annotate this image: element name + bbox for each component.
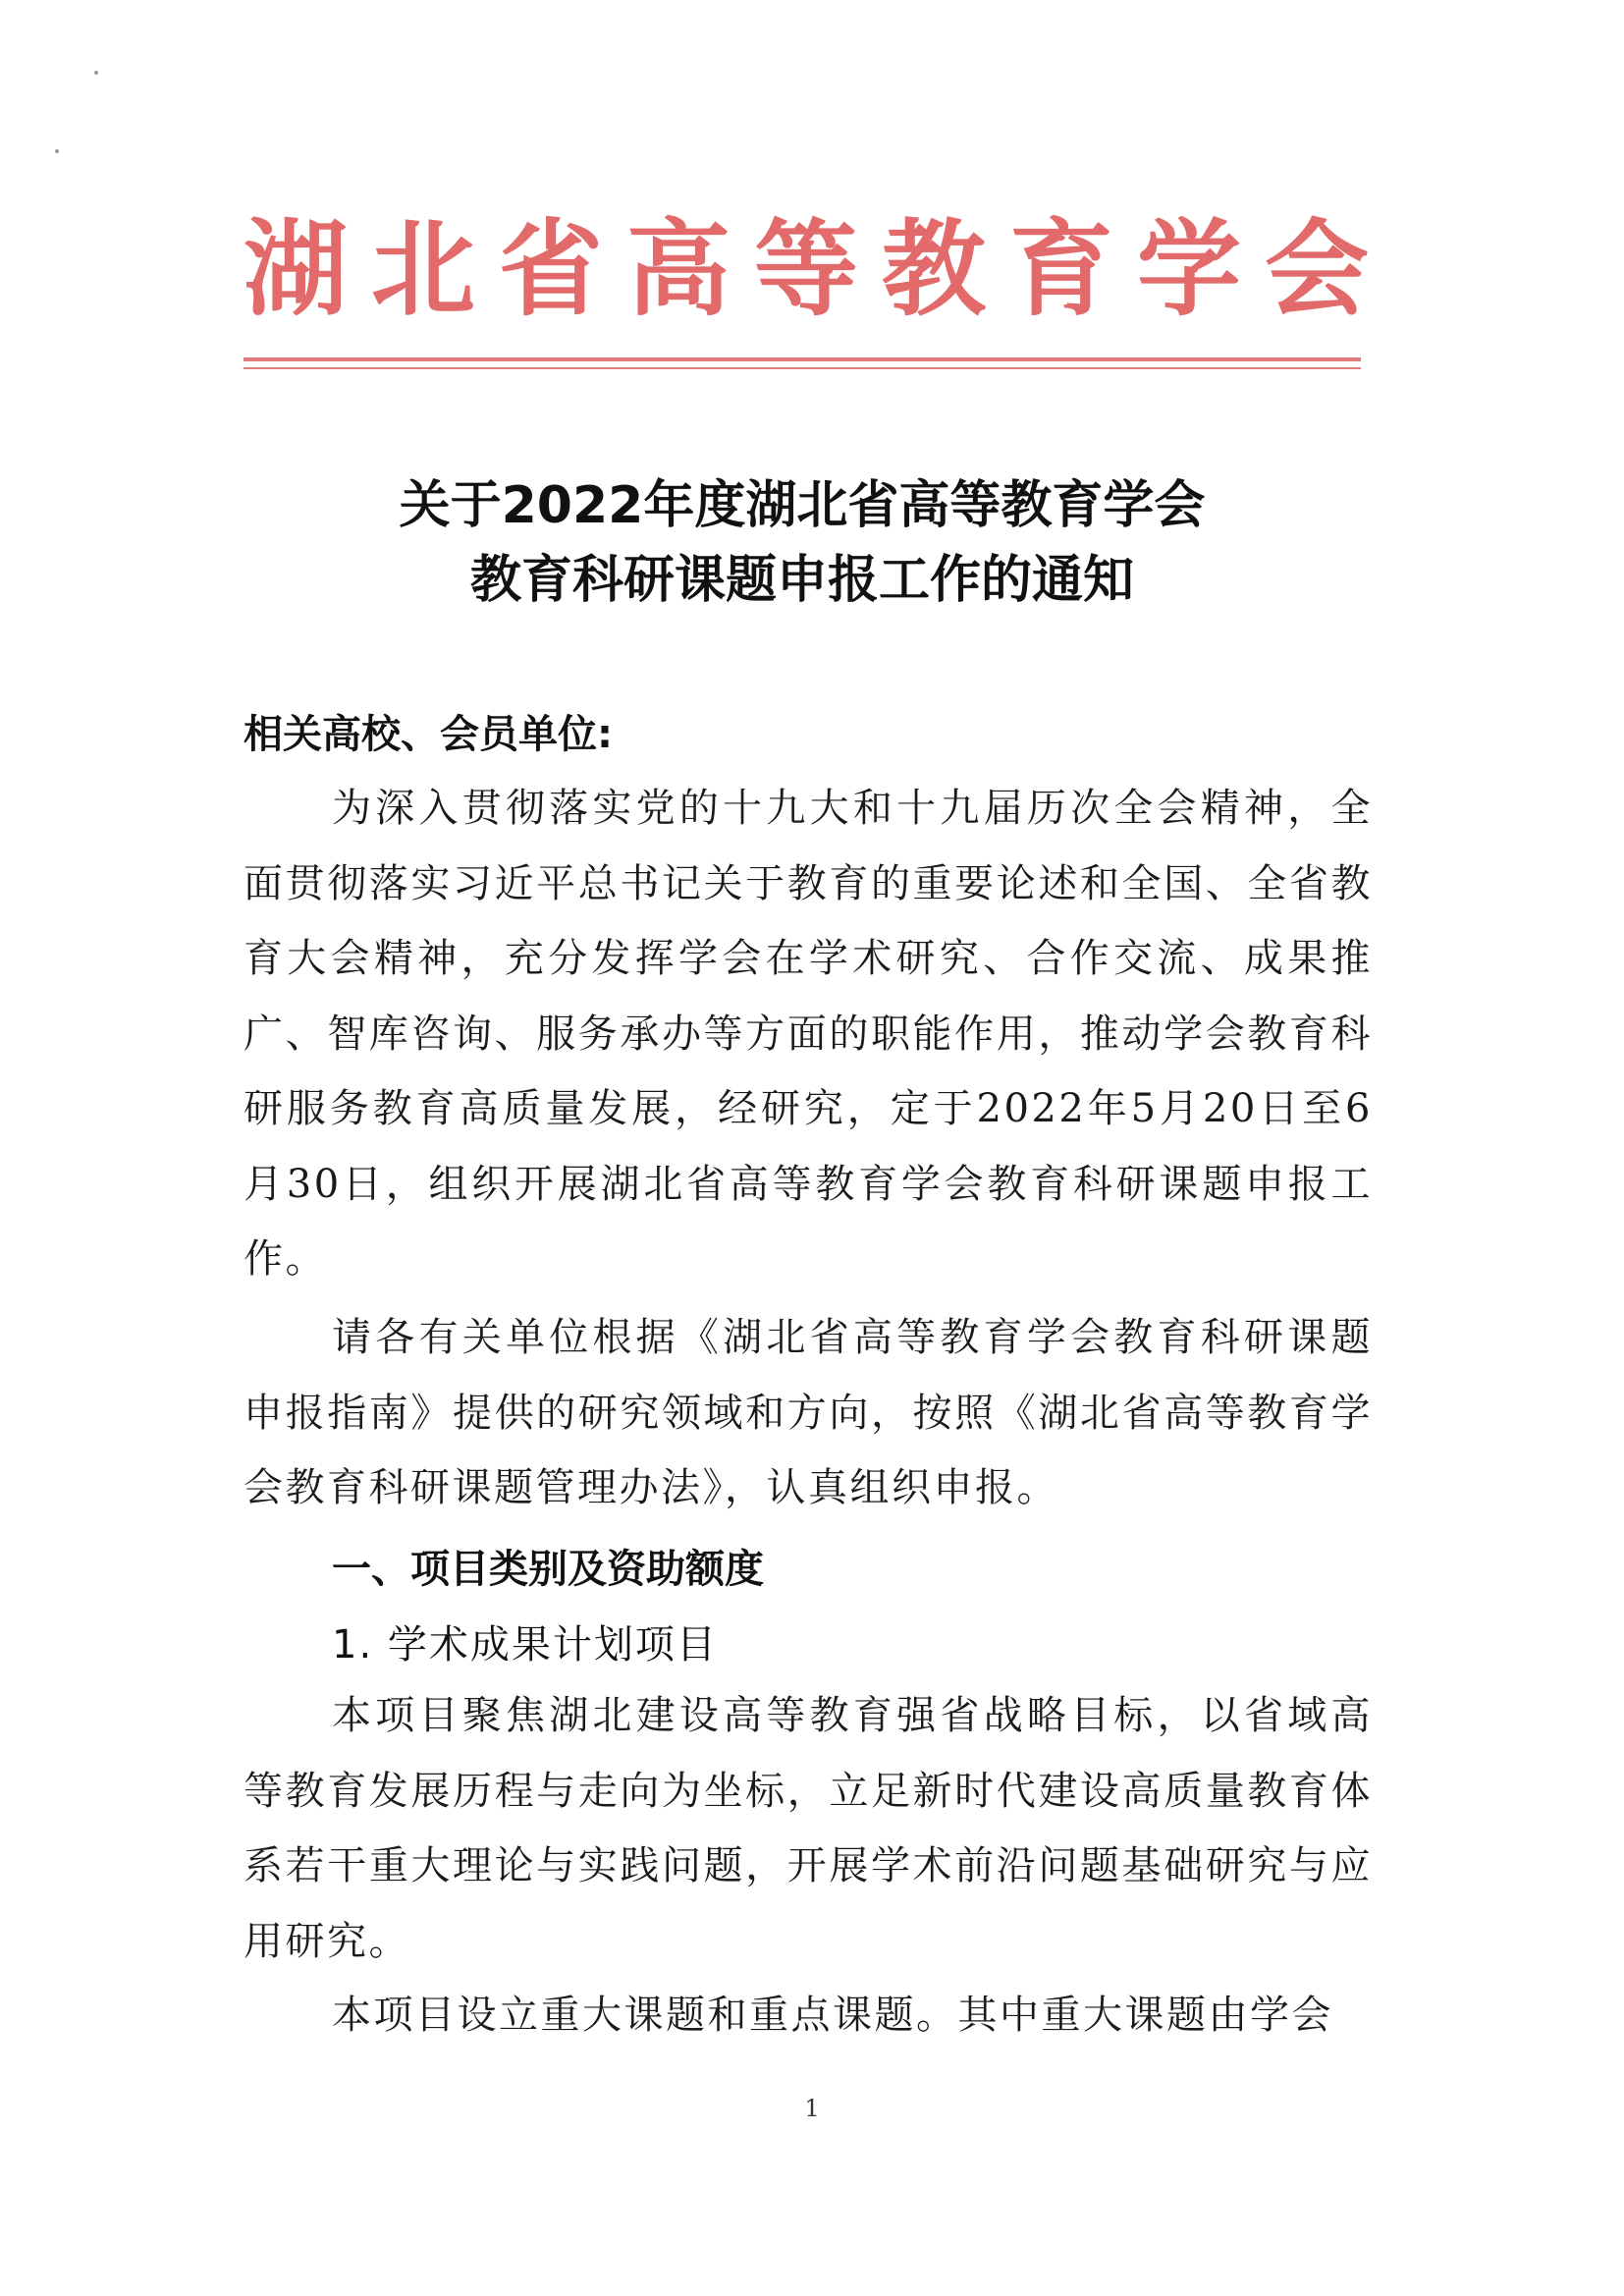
- letterhead-rule-thin: [244, 367, 1361, 369]
- body-paragraph: 本项目聚焦湖北建设高等教育强省战略目标，以省域高等教育发展历程与走向为坐标，立足新时代建设高质量教育体系若干重大理论与实践问题，开展学术前沿问题基础研究与应用研究。: [244, 1693, 1373, 1964]
- letterhead: [244, 196, 1392, 344]
- body-paragraph: 本项目设立重大课题和重点课题。其中重大课题由学会: [332, 1993, 1333, 2038]
- page-number: 1: [804, 2095, 820, 2122]
- body-paragraph: 为深入贯彻落实党的十九大和十九届历次全会精神，全面贯彻落实习近平总书记关于教育的重要论述和全国、全省教育大会精神，充分发挥学会在学术研究、合作交流、成果推广、智库咨询、服务承办等方面的职能作用，推动学会教育科研服务教育高质量发展，经研究，定于2022年5月20日至6月30日，组织开展湖北省高等教育学会教育科研课题申报工作。: [244, 786, 1373, 1282]
- salutation: 相关高校、会员单位:: [244, 712, 613, 757]
- document-title-line-1: 关于2022年度湖北省高等教育学会: [399, 476, 1206, 535]
- section-heading: 一、项目类别及资助额度: [332, 1547, 764, 1592]
- subsection-heading: 1. 学术成果计划项目: [332, 1622, 718, 1667]
- scan-speck: [55, 149, 59, 153]
- document-title-line-2: 教育科研课题申报工作的通知: [469, 551, 1134, 610]
- scan-speck: [94, 71, 98, 75]
- letterhead-org-name: 湖北省高等教育学会: [244, 209, 1392, 330]
- letterhead-rule-thick: [244, 357, 1361, 361]
- body-paragraph: 请各有关单位根据《湖北省高等教育学会教育科研课题申报指南》提供的研究领域和方向，按照《湖北省高等教育学会教育科研课题管理办法》，认真组织申报。: [244, 1315, 1373, 1510]
